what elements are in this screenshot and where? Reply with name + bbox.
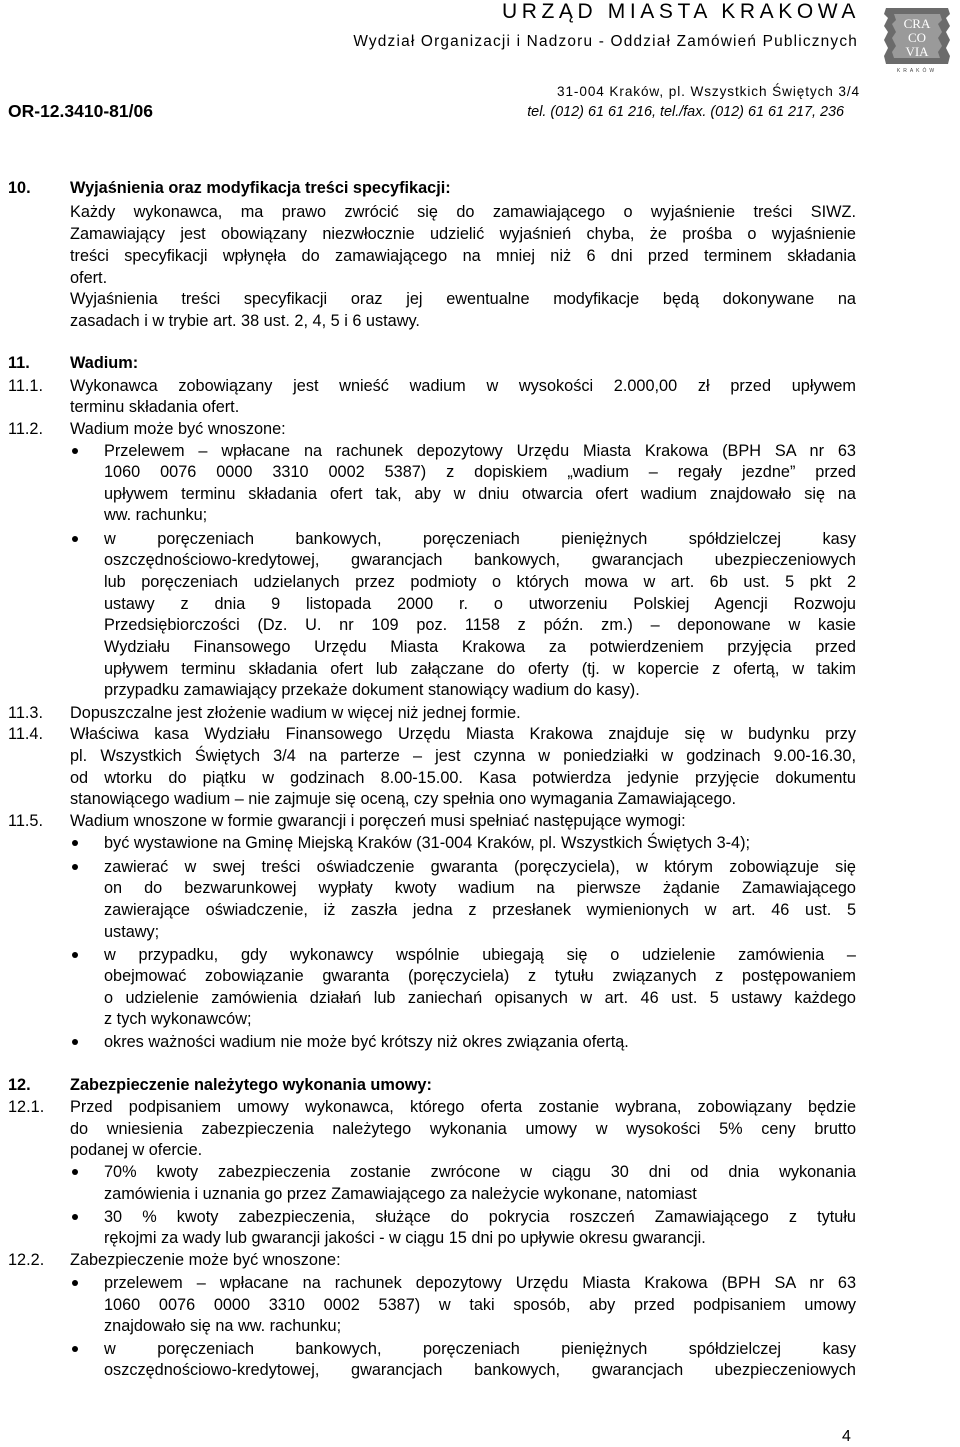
text-line: rękojmi za wady lub gwarancji jakości - w ciągu 15 dni po upływie okresu gwarancji.	[104, 1229, 706, 1247]
text-line: w poręczeniach bankowych, poręczeniach pieniężnych spółdzielczej kasy	[104, 530, 856, 548]
text-line: 12.	[8, 1076, 31, 1094]
text-line: 11.	[8, 354, 30, 372]
office-phone: tel. (012) 61 61 216, tel./fax. (012) 61 61 217, 236	[527, 104, 844, 120]
text-line: 1060 0076 0000 3310 0002 5387) z dopiskiem „wadium – regały jezdne” przed	[104, 463, 856, 481]
bullet-icon	[72, 952, 78, 958]
text-line: on do bezwarunkowej wypłaty kwoty wadium na pierwsze żądanie Zamawiającego	[104, 879, 856, 897]
text-line: Zabezpieczenie należytego wykonania umowy:	[70, 1076, 432, 1094]
text-line: z tych wykonawców;	[104, 1010, 252, 1028]
text-line: Wydziału Finansowego Urzędu Miasta Krakowa za potwierdzeniem przyjęcia przed	[104, 638, 856, 656]
text-line: lub poręczeniach udzielanych przez podmioty o których mowa w art. 6b ust. 5 pkt 2	[104, 573, 856, 591]
text-line: okres ważności wadium nie może być krótszy niż okres związania ofertą.	[104, 1033, 629, 1051]
text-line: znajdowało się na ww. rachunku;	[104, 1317, 342, 1335]
text-line: stanowiącego wadium – nie zajmuje się oceną, czy spełnia ono wymagania Zamawiającego.	[70, 790, 737, 808]
text-line: upływem terminu składania ofert tak, aby w dniu otwarcia ofert wadium znajdowało się na	[104, 485, 856, 503]
text-line: Zabezpieczenie może być wnoszone:	[70, 1251, 341, 1269]
text-line: Dopuszczalne jest złożenie wadium w więcej niż jednej formie.	[70, 704, 521, 722]
text-line: Wadium może być wnoszone:	[70, 420, 286, 438]
text-line: zawierać w swej treści oświadczenie gwaranta (poręczyciela), w którym zobowiązuje się	[104, 858, 856, 876]
text-line: przelewem – wpłacane na rachunek depozytowy Urzędu Miasta Krakowa (BPH SA nr 63	[104, 1274, 856, 1292]
document-reference: OR-12.3410-81/06	[8, 101, 153, 121]
text-line: 11.2.	[8, 420, 44, 438]
text-line: Wadium:	[70, 354, 139, 372]
text-line: do wniesienia zabezpieczenia należytego wykonania umowy w wysokości 5% ceny brutto	[70, 1120, 856, 1138]
text-line: Przelewem – wpłacane na rachunek depozytowy Urzędu Miasta Krakowa (BPH SA nr 63	[104, 442, 856, 460]
logo-text-3: VIA	[905, 44, 929, 59]
text-line: 11.3.	[8, 704, 44, 722]
text-line: przypadku zamawiający przekaże dokument stanowiący wadium do kasy).	[104, 681, 640, 699]
bullet-icon	[72, 448, 78, 454]
logo-text-2: CO	[907, 30, 927, 45]
text-line: pl. Wszystkich Świętych 3/4 na parterze – jest czynna w poniedziałki w godzinach 9.00-16.30,	[70, 747, 856, 765]
text-line: Każdy wykonawca, ma prawo zwrócić się do zamawiającego o wyjaśnienie treści SIWZ.	[70, 203, 856, 221]
text-line: Wadium wnoszone w formie gwarancji i poręczeń musi spełniać następujące wymogi:	[70, 812, 686, 830]
bullet-icon	[72, 536, 78, 542]
text-line: Zamawiający jest obowiązany niezwłocznie udzielić wyjaśnień chyba, że prośba o wyjaśnienie	[70, 225, 856, 243]
text-line: ww. rachunku;	[104, 506, 208, 524]
bullet-icon	[72, 1039, 78, 1045]
text-line: 70% kwoty zabezpieczenia zostanie zwrócone w ciągu 30 dni od dnia wykonania	[104, 1163, 856, 1181]
text-line: upływem terminu składania ofert lub załączane do oferty (tj. w kopercie z ofertą, w takim	[104, 660, 856, 678]
text-line: 11.4.	[8, 725, 44, 743]
bullet-icon	[72, 864, 78, 870]
text-line: 12.1.	[8, 1098, 45, 1116]
text-line: obejmować zobowiązanie gwaranta (poręczyciela) z tytułu związanych z postępowaniem	[104, 967, 856, 985]
text-line: 10.	[8, 179, 31, 197]
text-line: 1060 0076 0000 3310 0002 5387) w taki sposób, aby przed podpisaniem umowy	[104, 1296, 856, 1314]
text-line: ustawy z dnia 9 listopada 2000 r. o utworzeniu Polskiej Agencji Rozwoju	[104, 595, 856, 613]
bullet-icon	[72, 1214, 78, 1220]
logo-text-1: CRA	[903, 16, 931, 31]
text-line: 11.5.	[8, 812, 44, 830]
text-line: 11.1.	[8, 377, 44, 395]
text-line: oszczędnościowo-kredytowej, gwarancjach bankowych, gwarancjach ubezpieczeniowych	[104, 551, 856, 569]
page-number: 4	[842, 1428, 851, 1445]
text-line: zamówienia i uznania go przez Zamawiającego za należycie wykonane, natomiast	[104, 1185, 697, 1203]
text-line: terminu składania ofert.	[70, 398, 240, 416]
text-line: podanej w ofercie.	[70, 1141, 203, 1159]
bullet-icon	[72, 1346, 78, 1352]
text-line: być wystawione na Gminę Miejską Kraków (31-004 Kraków, pl. Wszystkich Świętych 3-4);	[104, 834, 751, 852]
text-line: od wtorku do piątku w godzinach 8.00-15.00. Kasa potwierdza jedynie przyjęcie dokumentu	[70, 769, 856, 787]
text-line: Właściwa kasa Wydziału Finansowego Urzędu Miasta Krakowa znajduje się w budynku przy	[70, 725, 856, 743]
office-name: URZĄD MIASTA KRAKOWA	[501, 0, 860, 23]
text-line: 12.2.	[8, 1251, 45, 1269]
bullet-icon	[72, 840, 78, 846]
logo-caption: KRAKÓW	[896, 68, 938, 74]
text-line: Wyjaśnienia treści specyfikacji oraz jej ewentualne modyfikacje będą dokonywane na	[70, 290, 856, 308]
text-line: o udzielenie zamówienia działań lub zaniechań opisanych w art. 46 ust. 5 ustawy każdego	[104, 989, 856, 1007]
text-line: oszczędnościowo-kredytowej, gwarancjach bankowych, gwarancjach ubezpieczeniowych	[104, 1361, 856, 1379]
text-line: ofert.	[70, 269, 108, 287]
text-line: Wyjaśnienia oraz modyfikacja treści specyfikacji:	[70, 179, 451, 197]
text-line: 30 % kwoty zabezpieczenia, służące do pokrycia roszczeń Zamawiającego z tytułu	[104, 1208, 856, 1226]
text-line: Przed podpisaniem umowy wykonawca, którego oferta zostanie wybrana, zobowiązany będzie	[70, 1098, 856, 1116]
text-line: w przypadku, gdy wykonawcy wspólnie ubiegają się o udzielenie zamówienia –	[104, 946, 856, 964]
office-address: 31-004 Kraków, pl. Wszystkich Świętych 3/4	[557, 84, 860, 99]
text-line: zawierające oświadczenie, iż zaszła jedna z przesłanek wymienionych w art. 46 ust. 5	[104, 901, 856, 919]
text-line: treści specyfikacji wpłynęła do zamawiającego na mniej niż 6 dni przed terminem składania	[70, 247, 856, 265]
text-line: w poręczeniach bankowych, poręczeniach pieniężnych spółdzielczej kasy	[104, 1340, 856, 1358]
text-line: Wykonawca zobowiązany jest wnieść wadium w wysokości 2.000,00 zł przed upływem	[70, 377, 856, 395]
department-name: Wydział Organizacji i Nadzoru - Oddział Zamówień Publicznych	[353, 33, 858, 50]
text-line: zasadach i w trybie art. 38 ust. 2, 4, 5 i 6 ustawy.	[70, 312, 420, 330]
text-line: Przedsiębiorczości (Dz. U. nr 109 poz. 1158 z późn. zm.) – deponowane w kasie	[104, 616, 856, 634]
bullet-icon	[72, 1169, 78, 1175]
bullet-icon	[72, 1280, 78, 1286]
text-line: ustawy;	[104, 923, 160, 941]
